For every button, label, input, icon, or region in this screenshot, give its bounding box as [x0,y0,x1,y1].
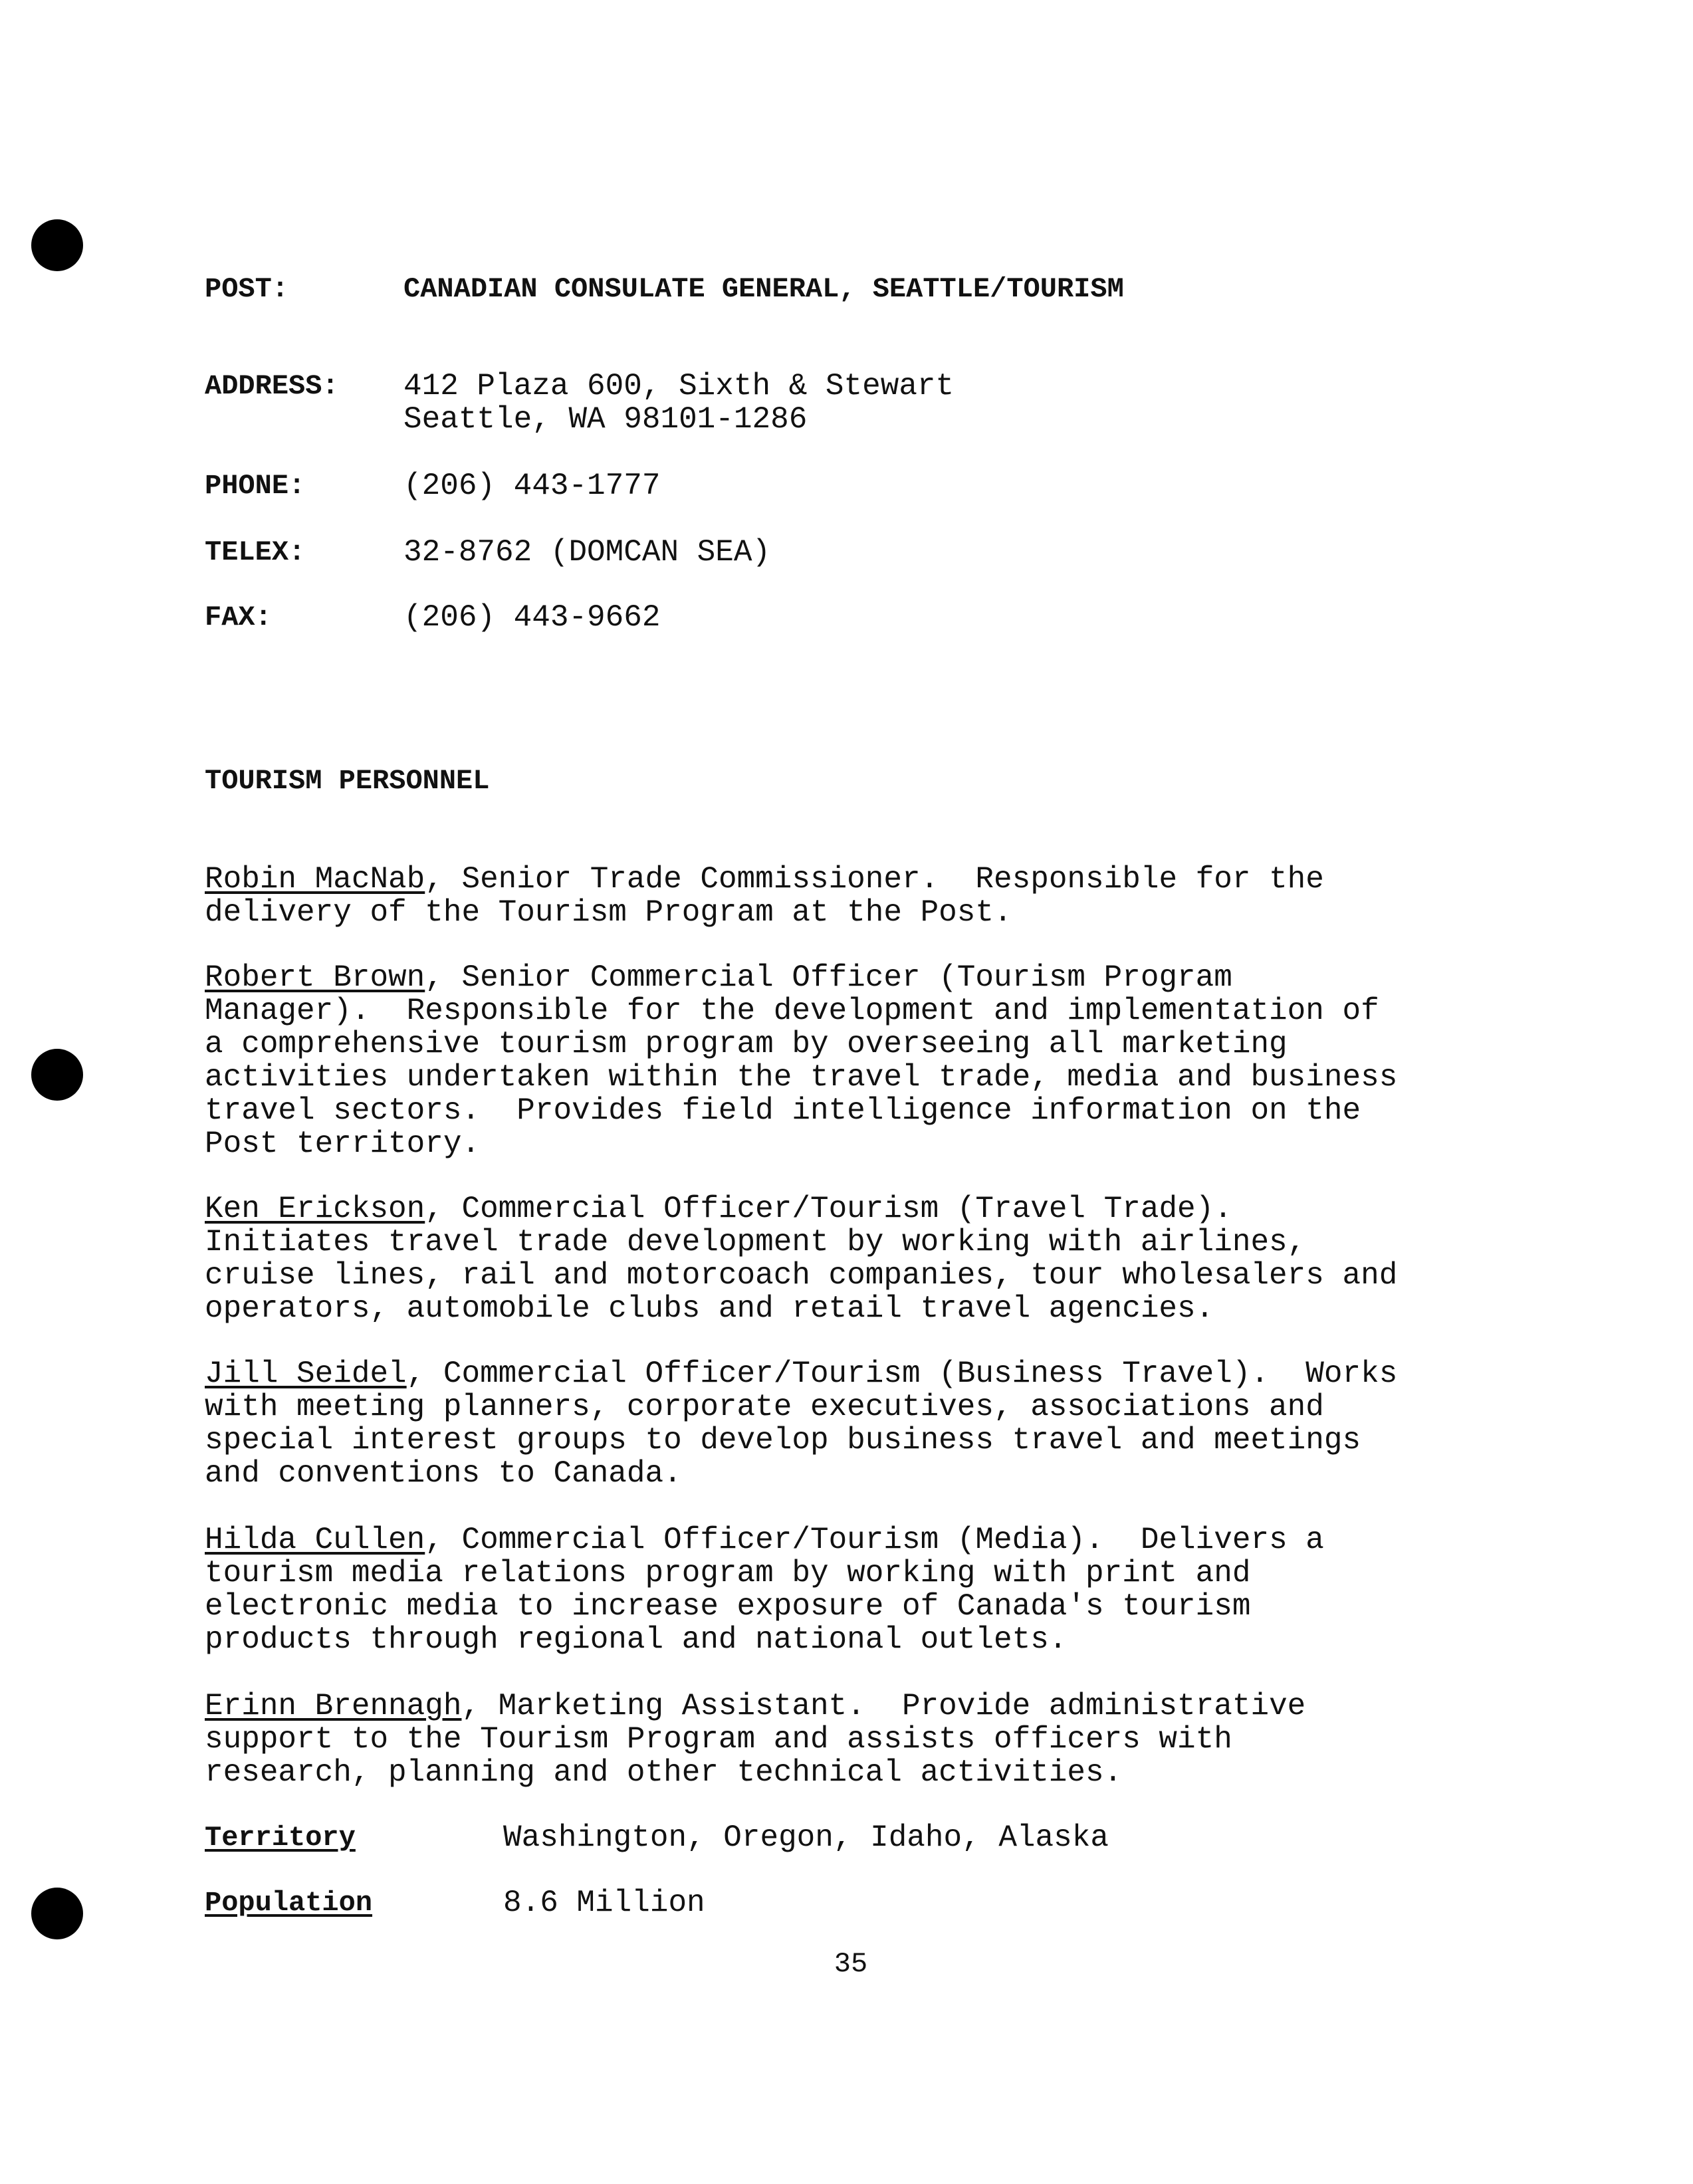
personnel-entry [205,1690,1534,1789]
personnel-name: Robert Brown [205,960,425,995]
personnel-description: , Commercial Officer/Tourism (Media). Delivers a tourism media relations program by working with print and electronic media to increase exposure of Canada's tourism products through regional and national outlets. [205,1523,1324,1657]
personnel-description: , Commercial Officer/Tourism (Travel Trade). Initiates travel trade development by working with airlines, cruise lines, rail and motorcoach companies, tour wholesalers and operators, automobile clubs and retail travel agencies. [205,1192,1398,1326]
personnel-name: Hilda Cullen [205,1523,425,1557]
phone-value: (206) 443-1777 [403,469,661,503]
page-number: 35 [834,1948,868,1980]
personnel-entry [205,1192,1534,1325]
personnel-entry [205,961,1534,1160]
population-value: 8.6 Million [503,1886,705,1920]
personnel-name: Ken Erickson [205,1192,425,1226]
fax-label: FAX: [205,601,272,633]
punch-hole [31,1888,83,1939]
address-line-1: 412 Plaza 600, Sixth & Stewart [403,369,955,403]
post-value: CANADIAN CONSULATE GENERAL, SEATTLE/TOURISM [403,273,1124,305]
personnel-entry [205,1357,1534,1490]
personnel-description: , Senior Trade Commissioner. Responsible for the delivery of the Tourism Program at the Post. [205,862,1324,930]
territory-value: Washington, Oregon, Idaho, Alaska [503,1820,1109,1855]
personnel-description: , Commercial Officer/Tourism (Business Travel). Works with meeting planners, corporate executives, associations and special interest groups to develop business travel and meetings and conventions to Canada. [205,1357,1398,1491]
section-heading-tourism-personnel: TOURISM PERSONNEL [205,765,490,797]
personnel-description: , Marketing Assistant. Provide administrative support to the Tourism Program and assists officers with research, planning and other technical activities. [205,1689,1306,1790]
punch-hole [31,1049,83,1101]
address-label: ADDRESS: [205,370,339,402]
personnel-entry [205,1523,1534,1656]
address-line-2: Seattle, WA 98101-1286 [403,402,808,437]
telex-value: 32-8762 (DOMCAN SEA) [403,535,771,570]
personnel-description: , Senior Commercial Officer (Tourism Program Manager). Responsible for the development and implementation of a comprehensive tourism program by overseeing all marketing activities undertaken within the travel trade, media and business travel sectors. Provides field intelligence information on the Post territory. [205,960,1398,1161]
personnel-name: Erinn Brennagh [205,1689,462,1723]
phone-label: PHONE: [205,470,306,502]
telex-label: TELEX: [205,536,306,568]
post-label: POST: [205,273,289,305]
personnel-entry [205,863,1534,929]
personnel-name: Robin MacNab [205,862,425,897]
punch-hole [31,219,83,271]
fax-value: (206) 443-9662 [403,600,661,635]
territory-label: Territory [205,1822,356,1854]
personnel-name: Jill Seidel [205,1357,407,1391]
population-label: Population [205,1887,373,1919]
